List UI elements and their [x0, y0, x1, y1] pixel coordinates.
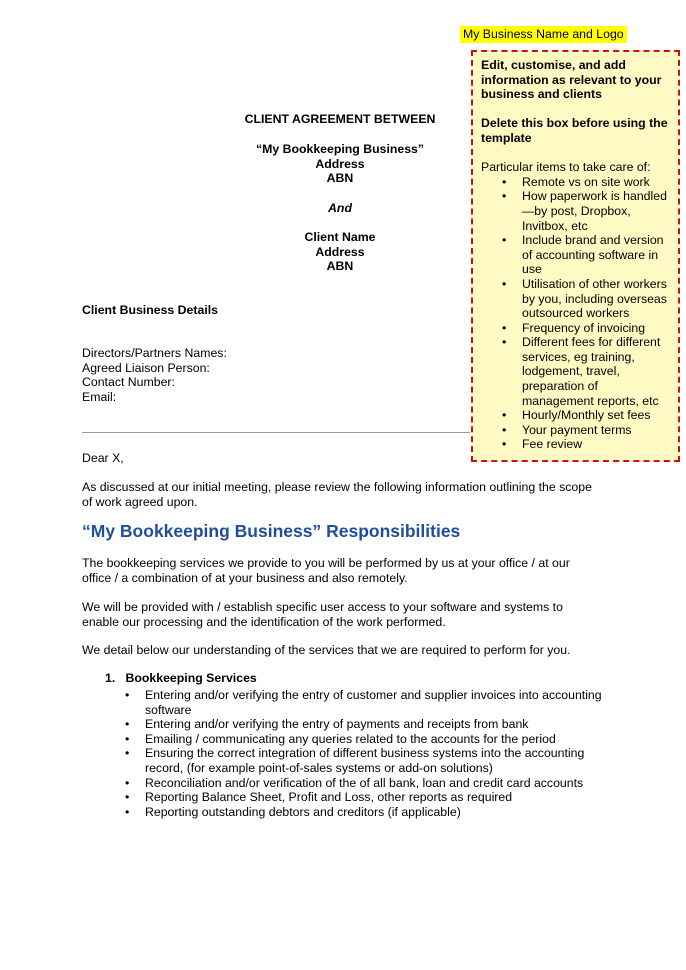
- service-item: • Reconciliation and/or verification of the of all bank, loan and credit card accounts: [145, 776, 605, 791]
- letter-intro-text: As discussed at our initial meeting, please review the following information outlining the scope of work agreed upon.: [82, 480, 592, 509]
- logo-placeholder: My Business Name and Logo: [460, 26, 627, 43]
- instruction-item: • Utilisation of other workers by you, including overseas outsourced workers: [522, 277, 669, 321]
- field-liaison: Agreed Liaison Person:: [82, 360, 210, 375]
- instruction-item: • Different fees for different services, eg training, lodgement, travel, preparation of management reports, etc: [522, 335, 669, 408]
- business-name: “My Bookkeeping Business”: [255, 142, 425, 156]
- business-address: Address: [315, 157, 365, 171]
- client-address: Address: [315, 245, 365, 259]
- instruction-item: • How paperwork is handled—by post, Dropbox, Invitbox, etc: [522, 189, 669, 233]
- para-text: We will be provided with / establish specific user access to your software and systems to enable our processing and the identification of the work performed.: [82, 600, 563, 629]
- service-item: • Ensuring the correct integration of different business systems into the accounting record, (for example point-of-sales systems or add-on solutions): [145, 746, 605, 775]
- instruction-line-delete: Delete this box before using the template: [481, 116, 668, 145]
- instruction-item: • Remote vs on site work: [522, 175, 669, 190]
- services-heading: [105, 671, 257, 686]
- responsibilities-para-2: [82, 600, 597, 629]
- instruction-item: • Hourly/Monthly set fees: [522, 408, 669, 423]
- responsibilities-para-1: [82, 556, 597, 585]
- instruction-list: [481, 175, 669, 452]
- responsibilities-para-3: [82, 643, 597, 658]
- instruction-item: • Frequency of invoicing: [522, 321, 669, 336]
- service-item: • Entering and/or verifying the entry of payments and receipts from bank: [145, 717, 605, 732]
- field-contact-number: Contact Number:: [82, 375, 175, 390]
- service-item: • Reporting Balance Sheet, Profit and Loss, other reports as required: [145, 790, 605, 805]
- services-title: Bookkeeping Services: [125, 671, 257, 685]
- field-email: Email:: [82, 389, 117, 404]
- business-abn: ABN: [326, 171, 354, 185]
- instruction-item: • Fee review: [522, 437, 669, 452]
- field-directors: Directors/Partners Names:: [82, 346, 227, 360]
- client-name: Client Name: [304, 230, 376, 244]
- instruction-intro: Particular items to take care of:: [481, 160, 651, 175]
- letter-intro: [82, 480, 597, 509]
- instruction-item: • Include brand and version of accounting software in use: [522, 233, 669, 277]
- para-text: The bookkeeping services we provide to you will be performed by us at your office / at our office / a combination of at your business and also remotely.: [82, 556, 570, 585]
- para-text: We detail below our understanding of the services that we are required to perform for you.: [82, 643, 571, 657]
- salutation: Dear X,: [82, 451, 124, 465]
- services-list: [145, 688, 605, 819]
- agreement-title: CLIENT AGREEMENT BETWEEN: [244, 112, 436, 126]
- instruction-item: • Your payment terms: [522, 423, 669, 438]
- services-number: 1.: [105, 671, 116, 685]
- and-separator: And: [328, 201, 352, 215]
- section-divider: [82, 432, 470, 433]
- client-details-heading: Client Business Details: [82, 303, 218, 317]
- responsibilities-heading: “My Bookkeeping Business” Responsibilities: [82, 521, 461, 541]
- service-item: • Entering and/or verifying the entry of customer and supplier invoices into accounting software: [145, 688, 605, 717]
- service-item: • Emailing / communicating any queries related to the accounts for the period: [145, 732, 605, 747]
- instruction-line-edit: Edit, customise, and add information as relevant to your business and clients: [481, 58, 662, 102]
- client-abn: ABN: [326, 259, 354, 273]
- service-item: • Reporting outstanding debtors and creditors (if applicable): [145, 805, 605, 820]
- client-details-fields: [82, 346, 227, 404]
